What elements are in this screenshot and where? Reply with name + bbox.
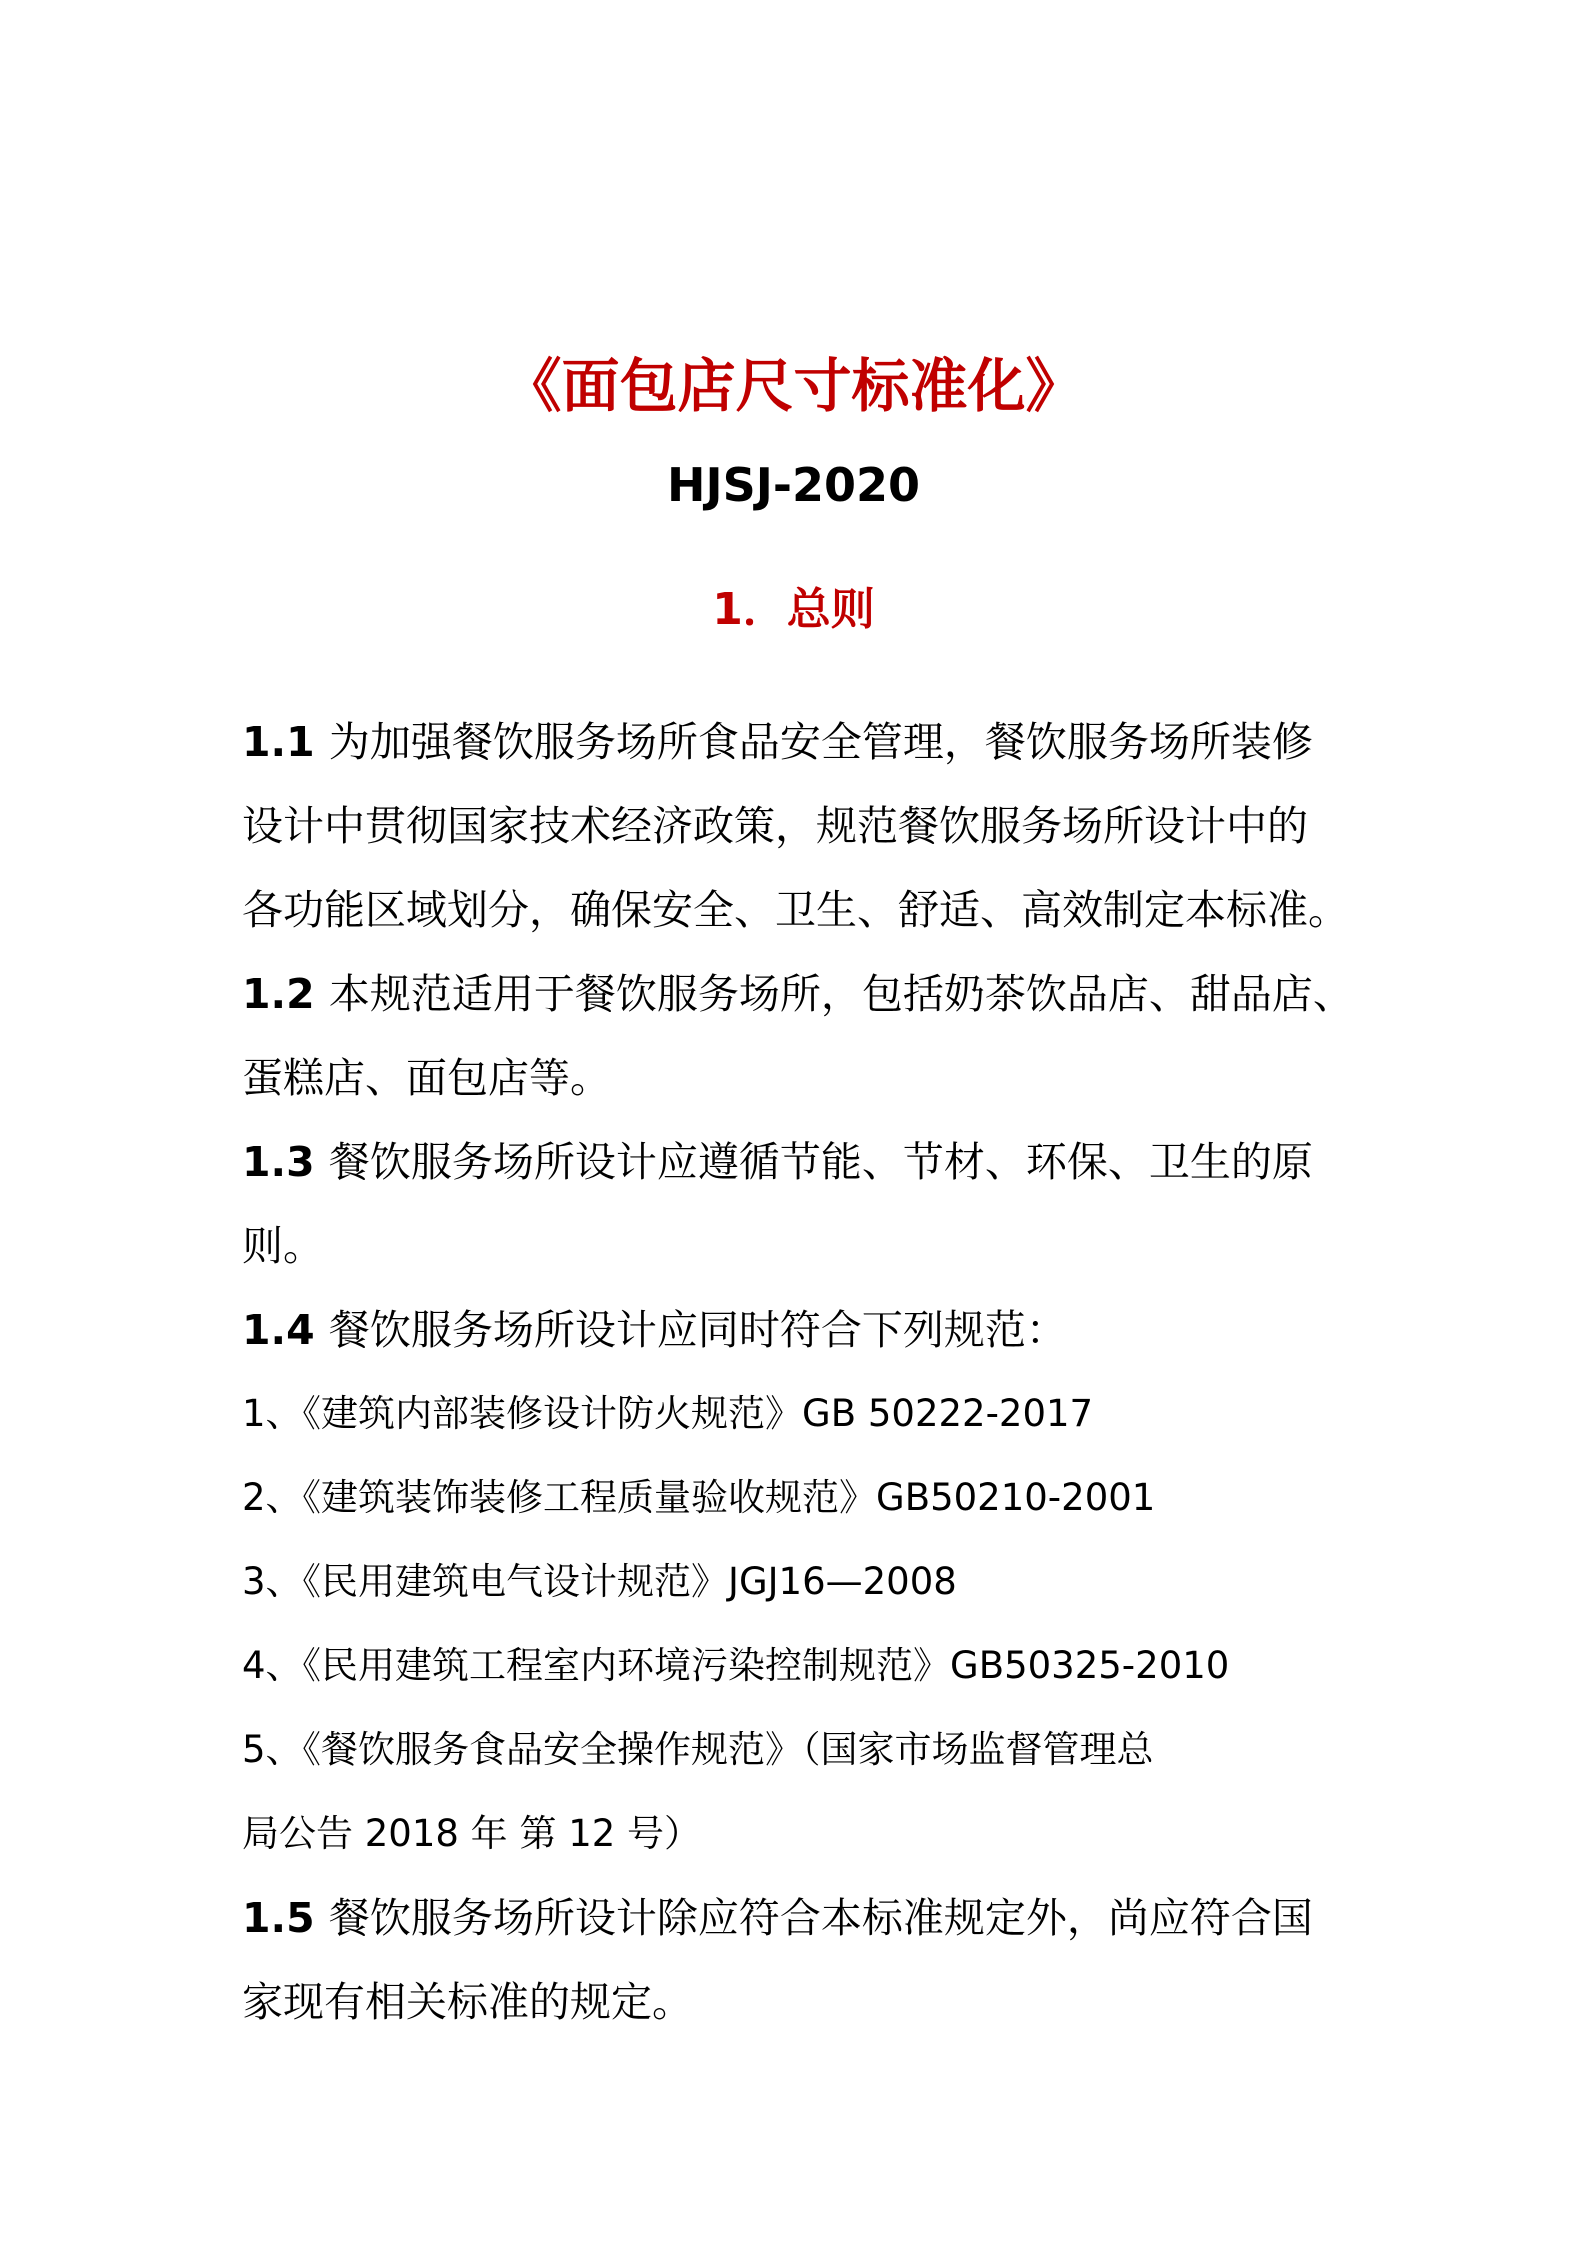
reference-item [242, 1708, 1362, 1792]
clause-text: 设计中贯彻国家技术经济政策，规范餐饮服务场所设计中的 [242, 802, 1308, 850]
paragraph-line [242, 784, 1362, 868]
clause-text: 各功能区域划分，确保安全、卫生、舒适、高效制定本标准。 [242, 886, 1349, 934]
clause-number: 1.1 [242, 718, 329, 766]
document-title: 《面包店尺寸标准化》 [503, 352, 1084, 420]
paragraph-line [242, 1960, 1362, 2044]
clause-number: 1.2 [242, 970, 329, 1018]
clause-number: 1.4 [242, 1306, 329, 1354]
paragraph-line [242, 1288, 1362, 1372]
clause-number: 1.3 [242, 1138, 329, 1186]
section-heading: 1．总则 [712, 584, 875, 635]
document-body [242, 700, 1362, 2044]
paragraph-line [242, 952, 1362, 1036]
clause-text: 本规范适用于餐饮服务场所，包括奶茶饮品店、甜品店、 [328, 970, 1354, 1018]
reference-item [242, 1624, 1362, 1708]
clause-text: 家现有相关标准的规定。 [242, 1978, 693, 2026]
reference-number: 5、 [242, 1728, 303, 1771]
clause-text: 为加强餐饮服务场所食品安全管理，餐饮服务场所装修 [328, 718, 1313, 766]
clause-text: 蛋糕店、面包店等。 [242, 1054, 611, 1102]
paragraph-line [242, 1120, 1362, 1204]
reference-text: 局公告 2018 年 第 12 号） [242, 1812, 702, 1855]
reference-text: 《民用建筑电气设计规范》JGJ16—2008 [302, 1560, 957, 1603]
reference-number: 3、 [242, 1560, 303, 1603]
standard-code: HJSJ-2020 [667, 458, 920, 512]
paragraph-line [242, 1204, 1362, 1288]
reference-number: 4、 [242, 1644, 303, 1687]
reference-number: 2、 [242, 1476, 303, 1519]
reference-text: 《民用建筑工程室内环境污染控制规范》GB50325-2010 [302, 1644, 1230, 1687]
reference-number: 1、 [242, 1392, 303, 1435]
reference-text: 《餐饮服务食品安全操作规范》（国家市场监督管理总 [302, 1728, 1154, 1771]
reference-item [242, 1792, 1362, 1876]
paragraph-line [242, 1876, 1362, 1960]
clause-text: 餐饮服务场所设计应遵循节能、节材、环保、卫生的原 [328, 1138, 1313, 1186]
reference-text: 《建筑内部装修设计防火规范》GB 50222-2017 [302, 1392, 1094, 1435]
clause-text: 餐饮服务场所设计应同时符合下列规范： [328, 1306, 1067, 1354]
paragraph-line [242, 1036, 1362, 1120]
clause-text: 餐饮服务场所设计除应符合本标准规定外，尚应符合国 [328, 1894, 1313, 1942]
clause-text: 则。 [242, 1222, 324, 1270]
reference-item [242, 1540, 1362, 1624]
reference-text: 《建筑装饰装修工程质量验收规范》GB50210-2001 [302, 1476, 1156, 1519]
clause-number: 1.5 [242, 1894, 329, 1942]
reference-item [242, 1372, 1362, 1456]
paragraph-line [242, 868, 1362, 952]
reference-item [242, 1456, 1362, 1540]
paragraph-line [242, 700, 1362, 784]
